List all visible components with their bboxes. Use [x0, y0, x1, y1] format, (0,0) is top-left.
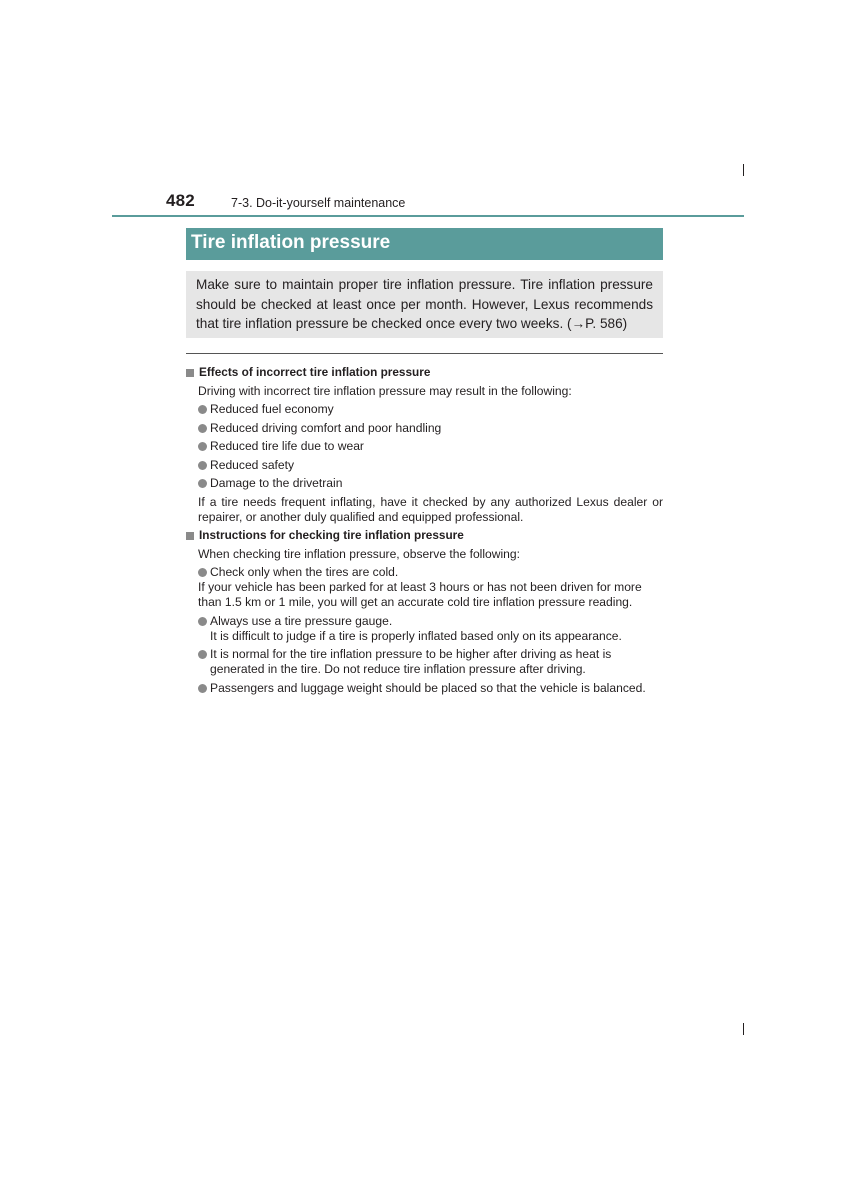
content-body: [186, 362, 663, 699]
page-title: Tire inflation pressure: [191, 232, 391, 253]
crop-mark-top: [743, 164, 744, 176]
square-bullet-icon: [186, 532, 194, 540]
list-item: [198, 476, 663, 491]
circle-bullet-icon: [198, 424, 207, 433]
circle-bullet-icon: [198, 617, 207, 626]
crop-mark-bottom: [743, 1023, 744, 1035]
list-item-subtext: If your vehicle has been parked for at least 3 hours or has not been driven for more than 1.5 km or 1 mile, you will get an accurate cold tire inflation pressure reading.: [198, 580, 642, 609]
note-paragraph: If a tire needs frequent inflating, have it checked by any authorized Lexus dealer or repairer, or another duly qualified and equipped professional.: [198, 494, 663, 524]
circle-bullet-icon: [198, 405, 207, 414]
list-item-text: Always use a tire pressure gauge.: [210, 613, 393, 628]
list-item: [198, 402, 663, 417]
list-item-text: Reduced safety: [210, 457, 295, 472]
list-item: [198, 647, 663, 677]
circle-bullet-icon: [198, 479, 207, 488]
circle-bullet-icon: [198, 684, 207, 693]
list-item: [198, 458, 663, 473]
intro-text: Make sure to maintain proper tire inflation pressure. Tire inflation pressure should be checked at least once per month. However, Lexus recommends that tire inflation pressure be checked once every two weeks. (→P. 586): [196, 277, 653, 331]
list-item: [198, 565, 663, 610]
list-item-text: It is normal for the tire inflation pressure to be higher after driving as heat is generated in the tire. Do not reduce tire inflation pressure after driving.: [210, 647, 612, 676]
list-item: [198, 614, 663, 644]
square-bullet-icon: [186, 369, 194, 377]
section-title: 7-3. Do-it-yourself maintenance: [231, 196, 406, 210]
page-number: 482: [166, 191, 195, 210]
subheading-effects: [186, 365, 663, 380]
list-item-text: Reduced driving comfort and poor handling: [210, 420, 442, 435]
circle-bullet-icon: [198, 442, 207, 451]
list-item-text: Reduced fuel economy: [210, 402, 334, 416]
circle-bullet-icon: [198, 650, 207, 659]
subheading-instructions: [186, 528, 663, 543]
list-item: [198, 681, 663, 696]
header-rule: [112, 215, 744, 217]
list-item-text: Passengers and luggage weight should be placed so that the vehicle is balanced.: [210, 680, 646, 695]
circle-bullet-icon: [198, 461, 207, 470]
list-item-subtext: It is difficult to judge if a tire is properly inflated based only on its appearance.: [210, 628, 622, 643]
section-divider: [186, 353, 663, 354]
intro-box: [186, 271, 663, 338]
list-item: [198, 439, 663, 454]
circle-bullet-icon: [198, 568, 207, 577]
lead-paragraph: Driving with incorrect tire inflation pressure may result in the following:: [198, 383, 572, 398]
list-item-text: Damage to the drivetrain: [210, 476, 343, 490]
list-item: [198, 421, 663, 436]
title-banner: [186, 228, 663, 260]
subheading-label: Effects of incorrect tire inflation pressure: [199, 365, 431, 379]
list-item-text: Check only when the tires are cold.: [210, 565, 399, 579]
lead-paragraph: When checking tire inflation pressure, observe the following:: [198, 546, 520, 561]
subheading-label: Instructions for checking tire inflation pressure: [199, 528, 464, 542]
list-item-text: Reduced tire life due to wear: [210, 439, 364, 453]
